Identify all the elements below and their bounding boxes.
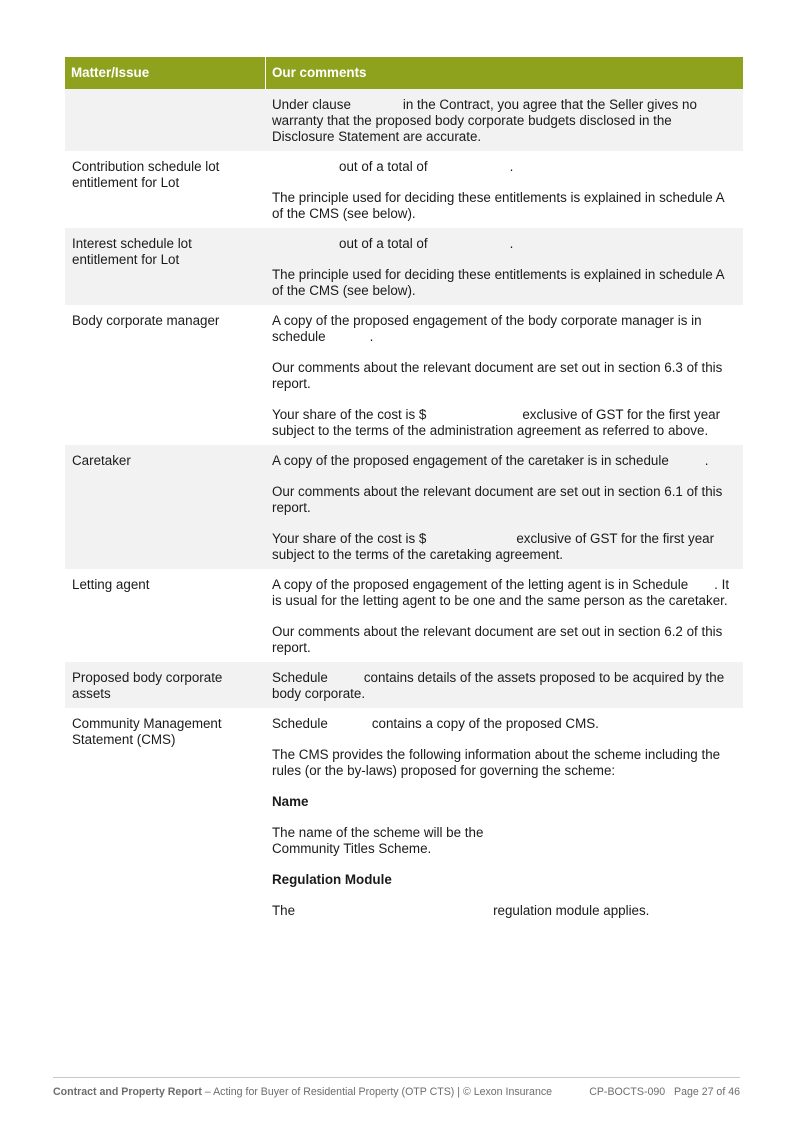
comment-text: The principle used for deciding these entitlements is explained in schedule A of the CMS (see below). bbox=[272, 190, 724, 221]
footer-subtitle: – Acting for Buyer of Residential Property (OTP CTS) | © Lexon Insurance bbox=[201, 1086, 553, 1098]
comment-text: Your share of the cost is $ exclusive of GST for the first year subject to the terms of the administration agreement as referred to above. bbox=[272, 407, 721, 438]
comment-text: The CMS provides the following information about the scheme including the rules (or the by-laws) proposed for governing the scheme: bbox=[272, 747, 721, 778]
comment-cell bbox=[266, 569, 743, 662]
comment-cell bbox=[266, 151, 743, 228]
matter-cell: Contribution schedule lot entitlement for Lot bbox=[72, 159, 220, 190]
table-row bbox=[65, 305, 743, 445]
matter-cell: Interest schedule lot entitlement for Lot bbox=[72, 236, 192, 267]
comment-text: Our comments about the relevant document are set out in section 6.3 of this report. bbox=[272, 360, 723, 391]
comment-text: A copy of the proposed engagement of the letting agent is in Schedule . It is usual for the letting agent to be one and the same person as the caretaker. bbox=[272, 577, 730, 608]
table-row bbox=[65, 228, 743, 305]
table-row bbox=[65, 89, 743, 151]
table-row bbox=[65, 569, 743, 662]
table-row bbox=[65, 151, 743, 228]
footer-page-number: Page 27 of 46 bbox=[674, 1086, 740, 1098]
table-row bbox=[65, 662, 743, 708]
footer-title: Contract and Property Report bbox=[53, 1086, 202, 1098]
comment-text: out of a total of . bbox=[339, 159, 514, 174]
comment-cell bbox=[266, 89, 743, 151]
comment-text: The name of the scheme will be the Community Titles Scheme. bbox=[272, 825, 484, 856]
subheading: Name bbox=[272, 794, 309, 809]
comments-table bbox=[65, 57, 743, 925]
footer-code: CP-BOCTS-090 bbox=[589, 1086, 666, 1098]
matter-cell: Body corporate manager bbox=[72, 313, 220, 328]
header-matter: Matter/Issue bbox=[65, 57, 266, 89]
table-header bbox=[65, 57, 743, 89]
comment-text: Our comments about the relevant document are set out in section 6.2 of this report. bbox=[272, 624, 723, 655]
subheading: Regulation Module bbox=[272, 872, 392, 887]
comment-cell bbox=[266, 662, 743, 708]
comment-text: Our comments about the relevant document are set out in section 6.1 of this report. bbox=[272, 484, 723, 515]
table-row bbox=[65, 708, 743, 925]
comment-text: out of a total of . bbox=[339, 236, 514, 251]
matter-cell: Caretaker bbox=[72, 453, 131, 468]
comment-text: Schedule contains details of the assets proposed to be acquired by the body corporate. bbox=[272, 670, 725, 701]
comment-cell bbox=[266, 445, 743, 569]
comment-text: Under clause in the Contract, you agree that the Seller gives no warranty that the proposed body corporate budgets disclosed in the Disclosure Statement are accurate. bbox=[272, 97, 697, 144]
comment-text: Your share of the cost is $ exclusive of GST for the first year subject to the terms of the caretaking agreement. bbox=[272, 531, 715, 562]
comment-cell bbox=[266, 708, 743, 925]
matter-cell: Community Management Statement (CMS) bbox=[72, 716, 222, 747]
matter-cell bbox=[65, 89, 266, 151]
page-footer bbox=[53, 1077, 740, 1099]
comment-text: A copy of the proposed engagement of the body corporate manager is in schedule . bbox=[272, 313, 702, 344]
header-comments: Our comments bbox=[272, 65, 367, 80]
table-row bbox=[65, 445, 743, 569]
comment-cell bbox=[266, 228, 743, 305]
comment-cell bbox=[266, 305, 743, 445]
matter-cell: Proposed body corporate assets bbox=[72, 670, 223, 701]
matter-cell: Letting agent bbox=[72, 577, 150, 592]
comment-text: The principle used for deciding these entitlements is explained in schedule A of the CMS (see below). bbox=[272, 267, 724, 298]
comment-text: A copy of the proposed engagement of the caretaker is in schedule . bbox=[272, 453, 709, 468]
comment-text: The regulation module applies. bbox=[272, 903, 650, 918]
comment-text: Schedule contains a copy of the proposed CMS. bbox=[272, 716, 599, 731]
